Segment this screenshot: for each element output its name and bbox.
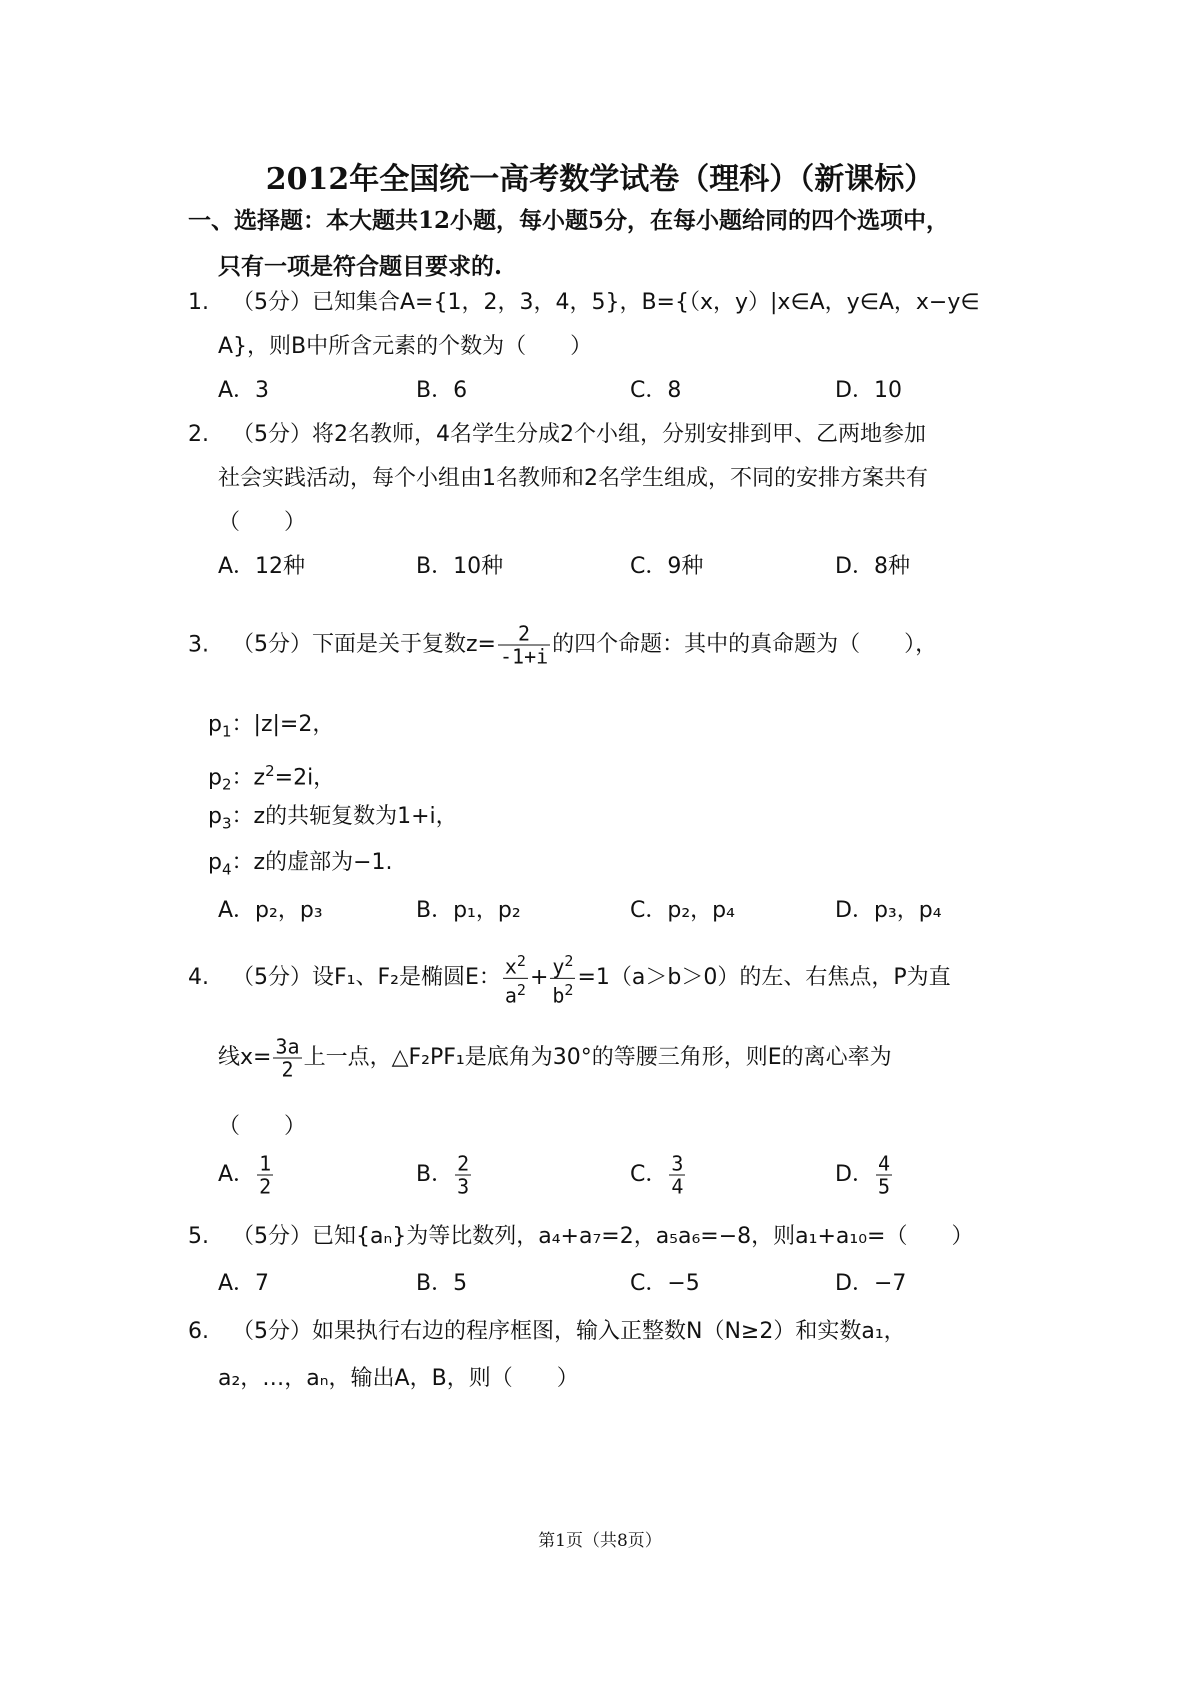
q2-option-d: D．8种 bbox=[835, 554, 910, 579]
q1-option-a: A．3 bbox=[218, 378, 270, 403]
question-text: （5分）已知集合A={1，2，3，4，5}，B={（x，y）|x∈A，y∈A，x−y∈ bbox=[232, 290, 980, 315]
proposition-text: =2i， bbox=[274, 765, 336, 791]
question-text-post: 的四个命题：其中的真命题为（ ）， bbox=[552, 632, 938, 657]
section-heading-line1: 一、选择题：本大题共12小题，每小题5分，在每小题给同的四个选项中， bbox=[188, 207, 950, 234]
question-text-post: 上一点，△F₂PF₁是底角为30°的等腰三角形，则E的离心率为 bbox=[303, 1045, 892, 1070]
page-footer: 第1页（共8页） bbox=[538, 1531, 662, 1551]
proposition-text: z bbox=[253, 765, 266, 791]
proposition-p4: $p_4$：z的虚部为−1. bbox=[208, 850, 393, 879]
question-1-line2: A}，则B中所含元素的个数为（ ） bbox=[218, 334, 593, 359]
q1-option-d: D．10 bbox=[835, 378, 902, 403]
question-4-line3: （ ） bbox=[218, 1114, 307, 1139]
question-text: （5分）已知{aₙ}为等比数列，a₄+a₇=2，a₅a₆=−8，则a₁+a₁₀=（ ） bbox=[232, 1224, 974, 1249]
question-6-line2: a₂，…，aₙ，输出A，B，则（ ） bbox=[218, 1366, 579, 1391]
q5-option-d: D．−7 bbox=[835, 1271, 907, 1296]
question-3-line1 bbox=[188, 623, 937, 668]
proposition-text: |z|=2， bbox=[253, 712, 335, 737]
complex-fraction bbox=[498, 623, 550, 668]
question-text: （5分）如果执行右边的程序框图，输入正整数N（N≥2）和实数a₁， bbox=[232, 1319, 906, 1344]
ellipse-fraction-x: $\frac{x^2}{a^2}$ bbox=[504, 951, 526, 1008]
q2-option-b: B．10种 bbox=[416, 554, 504, 579]
question-text-pre: （5分）下面是关于复数z= bbox=[232, 632, 496, 657]
question-5-line1 bbox=[188, 1222, 973, 1252]
proposition-p3: $p_3$：z的共轭复数为1+i， bbox=[208, 804, 458, 833]
proposition-p1: $p_1$：|z|=2， bbox=[208, 712, 335, 741]
question-text-pre: （5分）设F₁、F₂是椭圆E： bbox=[232, 965, 501, 990]
question-number: 4. bbox=[188, 965, 209, 990]
question-2-line2: 社会实践活动，每个小组由1名教师和2名学生组成，不同的安排方案共有 bbox=[218, 466, 928, 491]
proposition-p2: $p_2$：$z^2=2i$， bbox=[208, 762, 336, 794]
question-4-line1: 4. （5分）设F₁、F₂是椭圆E： $\frac{x^2}{a^2}$ + $\frac{y^2}{b^2}$ =1（a＞b＞0）的左、右焦点，P为直 bbox=[188, 951, 951, 1008]
fraction-numerator: 3a bbox=[275, 1034, 300, 1059]
question-number: 2. bbox=[188, 422, 209, 447]
q2-option-c: C．9种 bbox=[630, 554, 704, 579]
question-number: 5. bbox=[188, 1224, 209, 1249]
question-text-post: =1（a＞b＞0）的左、右焦点，P为直 bbox=[577, 965, 951, 990]
fraction-denominator: 2 bbox=[281, 1057, 294, 1082]
fraction-denominator: -1+i bbox=[499, 644, 549, 669]
q4-option-c: C． $\frac{3}{4}$ bbox=[630, 1151, 684, 1199]
q5-option-a: A．7 bbox=[218, 1271, 270, 1296]
q3-option-a: A．p₂，p₃ bbox=[218, 898, 323, 923]
fraction-numerator: 2 bbox=[498, 623, 550, 646]
q4-option-a: A． $\frac{1}{2}$ bbox=[218, 1151, 272, 1199]
question-2-line3: （ ） bbox=[218, 510, 307, 535]
proposition-text: z的虚部为−1. bbox=[253, 850, 393, 875]
q4-option-b: B． $\frac{2}{3}$ bbox=[416, 1151, 470, 1199]
section-heading-line2: 只有一项是符合题目要求的. bbox=[218, 253, 503, 280]
q5-option-c: C．−5 bbox=[630, 1271, 700, 1296]
page-title: 2012年全国统一高考数学试卷（理科）（新课标） bbox=[265, 162, 935, 197]
proposition-text: z的共轭复数为1+i， bbox=[253, 804, 458, 829]
q1-option-b: B．6 bbox=[416, 378, 468, 403]
q4-option-d: D． $\frac{4}{5}$ bbox=[835, 1151, 890, 1199]
question-number: 1. bbox=[188, 290, 209, 315]
q3-option-c: C．p₂，p₄ bbox=[630, 898, 735, 923]
question-2-line1 bbox=[188, 420, 926, 450]
q5-option-b: B．5 bbox=[416, 1271, 468, 1296]
question-1-line1 bbox=[188, 288, 980, 318]
question-number: 6. bbox=[188, 1319, 209, 1344]
question-text: （5分）将2名教师，4名学生分成2个小组，分别安排到甲、乙两地参加 bbox=[232, 422, 926, 447]
question-text-pre: 线x= bbox=[218, 1045, 272, 1070]
q1-option-c: C．8 bbox=[630, 378, 682, 403]
question-4-line2 bbox=[218, 1036, 892, 1081]
ellipse-fraction-y: $\frac{y^2}{b^2}$ bbox=[552, 951, 574, 1008]
q2-option-a: A．12种 bbox=[218, 554, 306, 579]
line-fraction bbox=[273, 1036, 301, 1081]
question-number: 3. bbox=[188, 632, 209, 657]
question-6-line1 bbox=[188, 1317, 906, 1347]
q3-option-b: B．p₁，p₂ bbox=[416, 898, 521, 923]
q3-option-d: D．p₃，p₄ bbox=[835, 898, 942, 923]
